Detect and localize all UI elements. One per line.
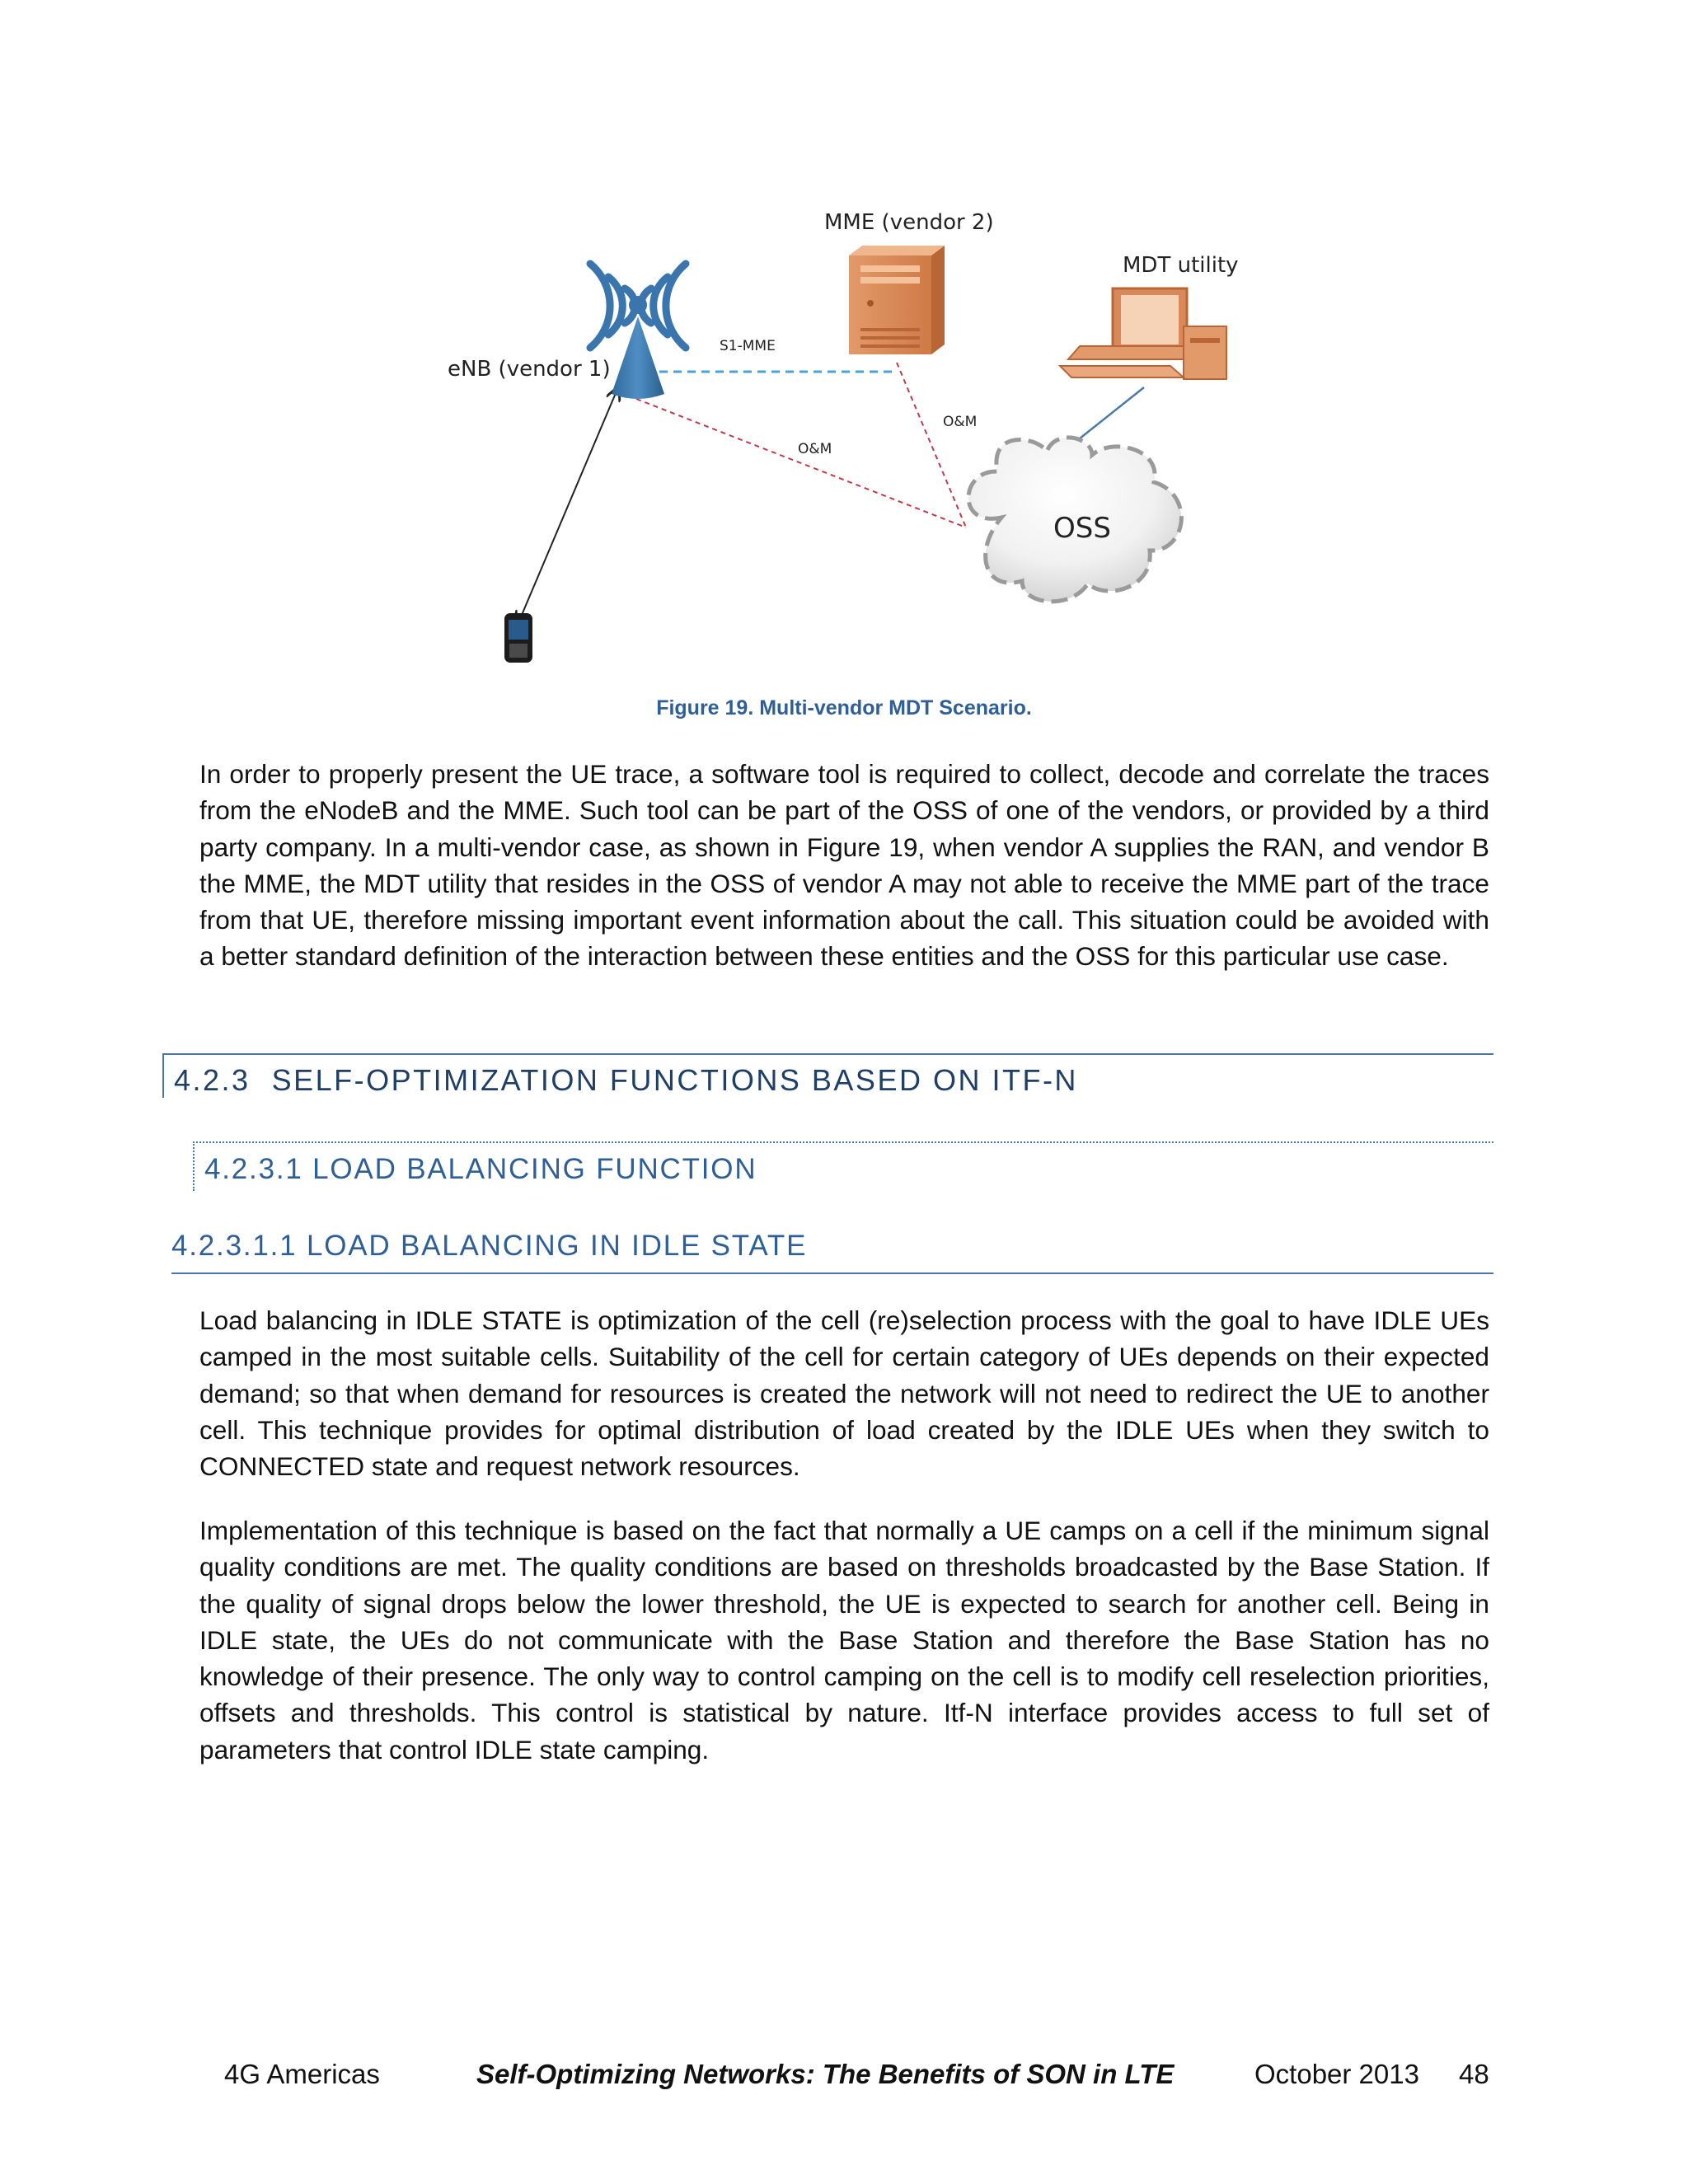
footer-page-number: 48 — [1459, 2059, 1489, 2089]
mdt-scenario-diagram — [0, 0, 1688, 692]
figure-caption: Figure 19. Multi-vendor MDT Scenario. — [656, 696, 1032, 719]
enb-label: eNB (vendor 1) — [448, 357, 611, 382]
section-heading-4-2-3 — [162, 1053, 1493, 1098]
om-label-mme: O&M — [943, 414, 978, 430]
mdt-utility-label: MDT utility — [1123, 253, 1239, 278]
page-footer — [0, 2059, 1688, 2095]
body-paragraph-ue-trace: In order to properly present the UE trace, a software tool is required to collect, decode and correlate the traces from the eNodeB and the MME. Such tool can be part of the OSS of one of the vendors, or provided by a third party company. In a multi-vendor case, as shown in Figure 19, when vendor A supplies the RAN, and vendor B the MME, the MDT utility that resides in the OSS of vendor A may not able to receive the MME part of the trace from that UE, therefore missing important event information about the call. This situation could be avoided with a better standard definition of the interaction between these entities and the OSS for this particular use case. — [199, 759, 1489, 972]
mdt-oss-link — [1071, 387, 1144, 445]
ue-phone-icon — [504, 613, 532, 663]
ue-enb-radio-link — [518, 387, 618, 625]
om-label-enb: O&M — [798, 441, 832, 457]
mme-server-icon — [849, 246, 945, 354]
section-title: SELF-OPTIMIZATION FUNCTIONS BASED ON ITF-N — [271, 1063, 1078, 1097]
subsubsection-title: 4.2.3.1.1 LOAD BALANCING IN IDLE STATE — [171, 1230, 808, 1262]
section-number: 4.2.3 — [174, 1063, 251, 1097]
section-heading-text — [174, 1063, 1078, 1098]
body-paragraph-implementation: Implementation of this technique is based on the fact that normally a UE camps on a cell if the minimum signal quality conditions are met. The quality conditions are based on thresholds broadcasted by the Base Station. If the quality of signal drops below the lower threshold, the UE is expected to search for another cell. Being in IDLE state, the UEs do not communicate with the Base Station and therefore the Base Station has no knowledge of their presence. The only way to control camping on the cell is to modify cell reselection priorities, offsets and thresholds. This control is statistical by nature. Itf-N interface provides access to full set of parameters that control IDLE state camping. — [199, 1516, 1489, 1765]
mme-label: MME (vendor 2) — [824, 210, 994, 235]
subsection-title: 4.2.3.1 LOAD BALANCING FUNCTION — [204, 1153, 757, 1185]
enb-oss-om-link — [636, 399, 966, 527]
body-paragraph-idle-balancing: Load balancing in IDLE STATE is optimization of the cell (re)selection process with the goal to have IDLE UEs camped in the most suitable cells. Suitability of the cell for certain category of UEs depends on their expected demand; so that when demand for resources is created the network will not need to redirect the UE to another cell. This technique provides for optimal distribution of load created by the IDLE UEs when they switch to CONNECTED state and request network resources. — [199, 1305, 1489, 1482]
oss-label: OSS — [1053, 512, 1111, 545]
s1-mme-label: S1-MME — [720, 338, 776, 354]
section-heading-4-2-3-1-1 — [171, 1228, 1493, 1274]
footer-organization: 4G Americas — [224, 2059, 380, 2089]
footer-document-title: Self-Optimizing Networks: The Benefits of SON in LTE — [476, 2059, 1175, 2089]
footer-date: October 2013 — [1254, 2059, 1419, 2089]
section-heading-4-2-3-1 — [193, 1141, 1493, 1191]
mdt-computer-icon — [1060, 288, 1226, 379]
mme-oss-om-link — [897, 363, 966, 527]
